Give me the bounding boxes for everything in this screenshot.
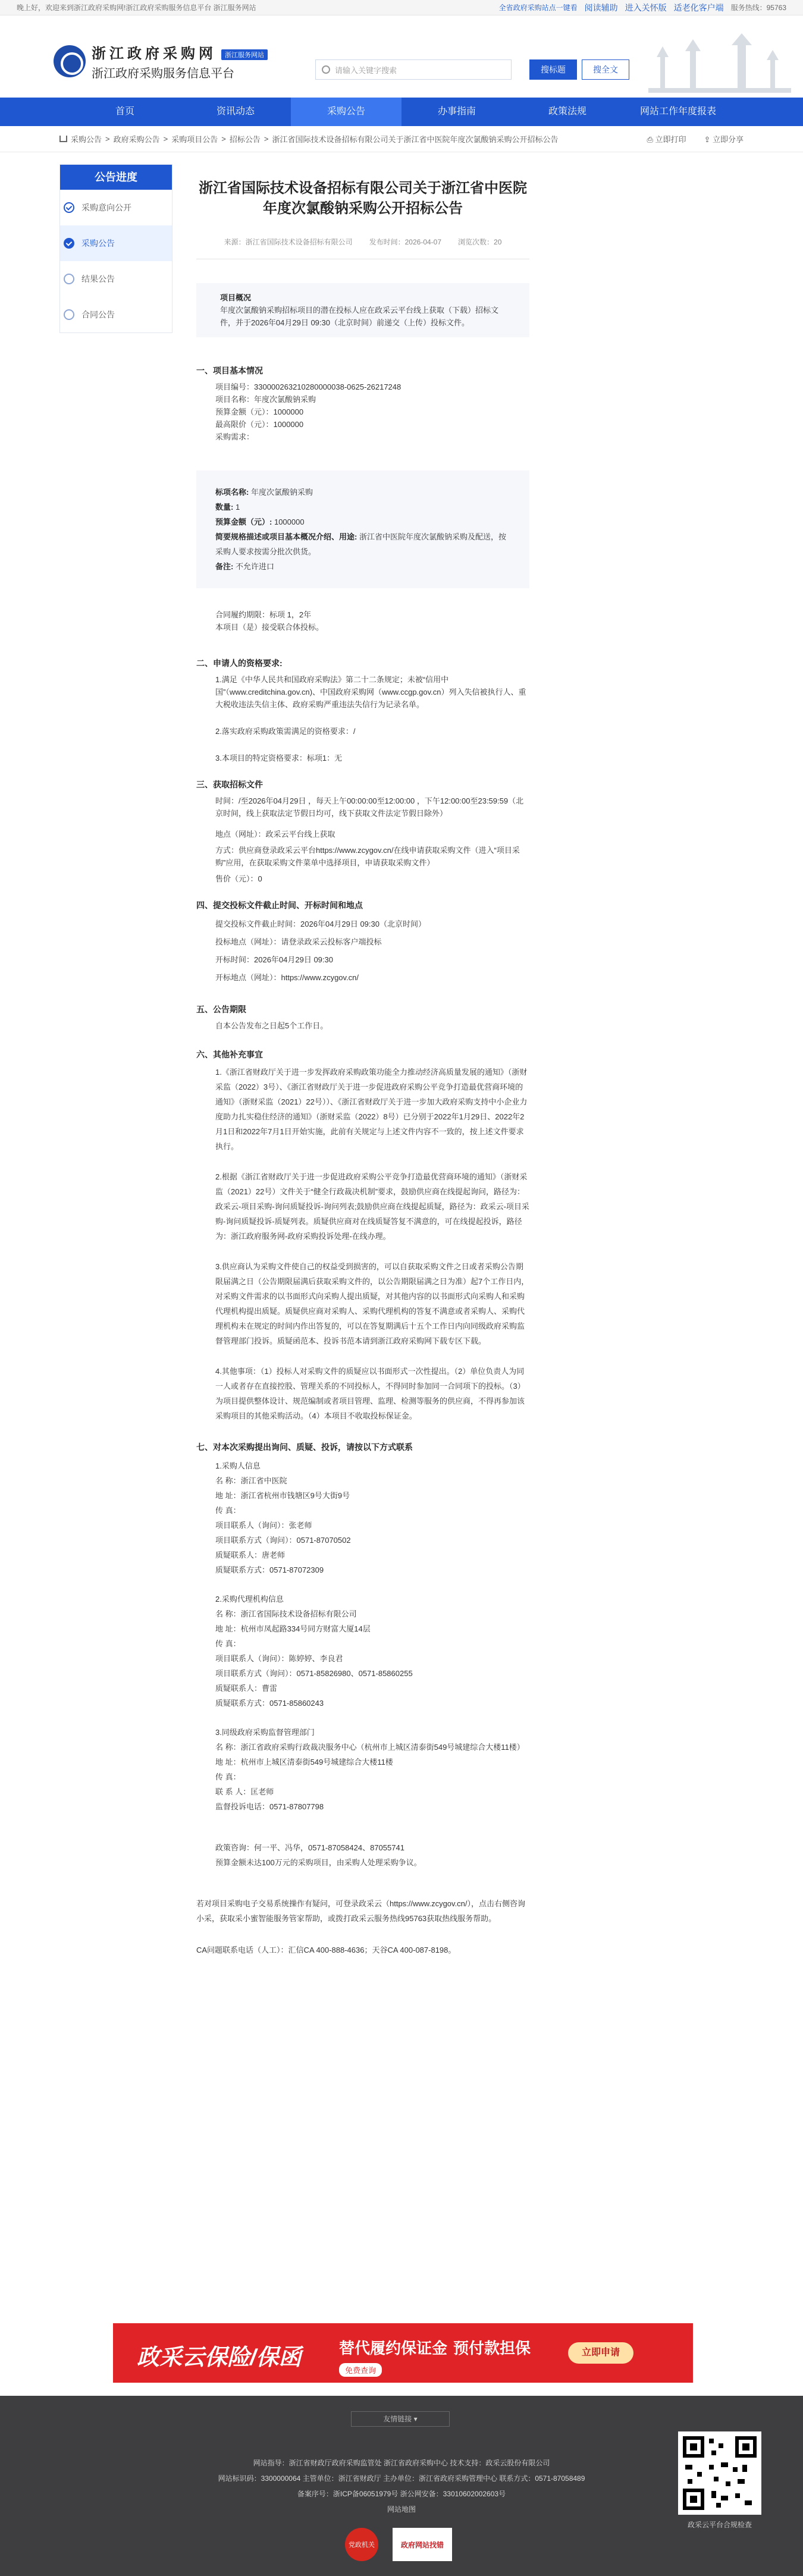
section-contacts (196, 1440, 529, 1870)
page-title: 浙江省国际技术设备招标有限公司关于浙江省中医院年度次氯酸钠采购公开招标公告 (199, 180, 527, 217)
footer-site-id: 网站标识码：3300000064 主管单位：浙江省财政厅 主办单位：浙江省政府采购管理中心 联系方式：0571-87058489 (218, 2474, 585, 2483)
reading-assist-link[interactable]: 阅读辅助 (584, 2, 618, 12)
lot-name: 年度次氯酸钠采购 (250, 488, 313, 497)
contact-line: 地 址：杭州市凤起路334号同方财富大厦14层 (215, 1624, 371, 1633)
banner-subtitle: 替代履约保证金 (339, 2339, 448, 2357)
sidebar-step-contract[interactable]: 合同公告 (60, 297, 172, 332)
search-icon (322, 65, 330, 74)
insurance-banner[interactable] (113, 2323, 693, 2383)
paragraph: 售价（元）：0 (215, 874, 262, 883)
lot-desc: 浙江省中医院年度次氯酸钠采购及配送，按采购人要求按需分批次供货。 (215, 532, 506, 556)
paragraph: 2.落实政府采购政策需满足的资格要求：/ (215, 727, 356, 736)
section-basic-info (196, 365, 529, 633)
sidebar-step-intent[interactable]: 采购意向公开 (60, 190, 172, 225)
contact-line: 传 真： (215, 1639, 241, 1648)
main-nav (0, 98, 803, 126)
sidebar-title: 公告进度 (60, 165, 172, 190)
sitemap-link[interactable]: 网站地图 (387, 2505, 416, 2514)
sidebar-step-notice[interactable]: 采购公告 (60, 225, 172, 261)
contact-line: 地 址：浙江省杭州市钱塘区9号大街9号 (215, 1491, 350, 1500)
search-box[interactable] (315, 59, 512, 80)
contact-line: 质疑联系人：曹雷 (215, 1684, 278, 1693)
paragraph: 2.根据《浙江省财政厅关于进一步促进政府采购公平竞争打造最优营商环境的通知》（浙财采监（2021）22号）文件关于“健全行政裁决机制”要求，鼓励供应商在线提起询问，路径为：政采云-项目采购-询问质疑投诉-询问列表;鼓励供应商在线提起质疑，路径为：政采云-项目采购-询问质疑投诉-质疑列表。质疑供应商对在线质疑答复不满意的，可在线提起投诉，路径为：浙江政府服务网-政府采购投诉处理-在线办理。 (215, 1172, 529, 1241)
circle-icon (64, 274, 74, 284)
report-error-badge[interactable]: 政府网站找错 (393, 2528, 452, 2561)
info-line: 投标地点（网址）：请登录政采云投标客户端投标 (215, 937, 382, 946)
nav-procurement-notice[interactable]: 采购公告 (291, 98, 402, 126)
search-fulltext-button[interactable]: 搜全文 (582, 59, 629, 80)
breadcrumb-bar (0, 126, 803, 152)
paragraph: 1.《浙江省财政厅关于进一步发挥政府采购政策功能全力推动经济高质量发展的通知》（浙财采监（2022）3号）、《浙江省财政厅关于进一步促进政府采购公平竞争打造最优营商环境的通知》（浙财采监（2021）22号））、《浙江省财政厅关于进一步加大政府采购支持中小企业力度助力扎实稳住经济的通知》（浙财采监（2022）8号）已分别于2022年1月29日、2022年2月1日和2022年7月1日开始实施，此前有关规定与上述文件内容不一致的，按上述文件要求执行。 (215, 1068, 528, 1151)
contact-line: 监督投诉电话：0571-87807798 (215, 1802, 324, 1811)
contact-line: 质疑联系方式：0571-85860243 (215, 1699, 324, 1708)
friendly-links-select[interactable]: 友情链接 ▾ (351, 2411, 450, 2427)
breadcrumb-current: 浙江省国际技术设备招标有限公司关于浙江省中医院年度次氯酸钠采购公开招标公告 (272, 135, 559, 144)
contact-line: 名 称：浙江省中医院 (215, 1476, 287, 1485)
party-gov-badge[interactable]: 党政机关 (345, 2528, 378, 2561)
summary-text: 年度次氯酸钠采购招标项目的潜在投标人应在政采云平台线上获取（下载）招标文件，并于2026年04月29日 09:30（北京时间）前递交（上传）投标文件。 (220, 306, 499, 327)
qr-code (678, 2431, 761, 2515)
view-count: 浏览次数：20 (458, 238, 502, 246)
contact-line: 1.采购人信息 (215, 1461, 261, 1470)
breadcrumb-item[interactable]: 招标公告 (229, 135, 261, 144)
notice-progress-sidebar (59, 164, 172, 333)
info-line: 提交投标文件截止时间：2026年04月29日 09:30（北京时间） (215, 920, 426, 928)
info-line: 项目编号：330000263210280000038-0625-26217248 (215, 382, 402, 391)
contact-line: 预算金额未达100万元的采购项目，由采购人处理采购争议。 (215, 1858, 422, 1867)
info-line: 项目名称：年度次氯酸钠采购 (215, 395, 316, 404)
contact-line: 名 称：浙江省国际技术设备招标有限公司 (215, 1609, 357, 1618)
paragraph: 3.本项目的特定资格要求：标项1：无 (215, 754, 343, 763)
sidebar-step-result[interactable]: 结果公告 (60, 261, 172, 297)
banner-tag: 免费查询 (339, 2363, 382, 2377)
breadcrumb-item[interactable]: 采购项目公告 (171, 135, 218, 144)
logo-subtitle: 浙江政府采购服务信息平台 (92, 67, 234, 80)
share-icon: ⇪ (704, 135, 713, 144)
lot-note: 不允许进口 (235, 562, 274, 571)
contact-line: 2.采购代理机构信息 (215, 1595, 284, 1604)
hotline-text: 服务热线：95763 (730, 4, 786, 12)
logo-title: 浙江政府采购网 (92, 46, 217, 62)
contact-line: 传 真： (215, 1772, 241, 1781)
nav-policy[interactable]: 政策法规 (548, 106, 586, 117)
circle-icon (64, 309, 74, 320)
section-other (196, 1049, 529, 1423)
paragraph: 地点（网址）：政采云平台线上获取 (215, 830, 335, 839)
contact-line: 质疑联系方式：0571-87072309 (215, 1565, 324, 1574)
paragraph: CA问题联系电话（人工）：汇信CA 400-888-4636；天谷CA 400-087-8198。 (196, 1946, 456, 1954)
banner-subtitle-2: 预付款担保 (453, 2339, 531, 2357)
contact-line: 项目联系人（询问）：张老师 (215, 1521, 312, 1530)
section-title: 四、提交投标文件截止时间、开标时间和地点 (196, 900, 363, 910)
info-line: 最高限价（元）：1000000 (215, 420, 304, 429)
section-deadline (196, 899, 529, 987)
logo-emblem-icon (54, 45, 86, 77)
section-obtain-docs (196, 779, 529, 885)
source-text: 来源：浙江省国际技术设备招标有限公司 (224, 238, 353, 246)
section-title: 五、公告期限 (196, 1005, 246, 1014)
breadcrumb-item[interactable]: 采购公告 (71, 135, 102, 144)
info-line: 采购需求： (215, 432, 255, 441)
check-icon (64, 238, 74, 249)
paragraph: 1.满足《中华人民共和国政府采购法》第二十二条规定；未被“信用中国”（www.creditchina.gov.cn)、中国政府采购网（www.ccgp.gov.cn）列入失信被执行人、重大税收违法失信主体、政府采购严重违法失信行为记录名单。 (215, 675, 526, 709)
site-header (0, 15, 803, 98)
section-notice-period (196, 1003, 529, 1032)
pagoda-decoration-icon (648, 33, 791, 93)
top-links (499, 2, 786, 14)
qr-code-icon (683, 2436, 757, 2510)
contact-line: 项目联系方式（询问）：0571-87070502 (215, 1536, 351, 1545)
contact-line: 3.同级政府采购监督管理部门 (215, 1728, 315, 1737)
paragraph: 时间：/至2026年04月29日 ，每天上午00:00:00至12:00:00 ，下午12:00:00至23:59:59（北京时间，线上获取法定节假日均可，线下获取文件法定节假日除外） (215, 796, 524, 818)
section-title: 一、项目基本情况 (196, 366, 263, 375)
search-title-button[interactable]: 搜标题 (529, 59, 577, 80)
contact-line: 联 系 人：匡老师 (215, 1787, 274, 1796)
top-bar (0, 0, 803, 15)
qr-caption: 政采云平台合规检查 (687, 2521, 752, 2529)
check-icon (64, 202, 74, 213)
breadcrumb: 采购公告 > 政府采购公告 > 采购项目公告 > 招标公告 > 浙江省国际技术设备招标有限公司关于浙江省中医院年度次氯酸钠采购公开招标公告 (59, 133, 558, 145)
site-footer (0, 2396, 803, 2576)
section-final-notes (196, 1896, 529, 1957)
paragraph: 若对项目采购电子交易系统操作有疑问，可登录政采云（https://www.zcygov.cn/），点击右侧咨询小采，获取采小蜜智能服务管家帮助，或拨打政采云服务热线95763获取热线服务帮助。 (196, 1899, 526, 1923)
share-button[interactable]: ⇪ 立即分享 (704, 135, 744, 144)
contact-line: 地 址：杭州市上城区清泰街549号城建综合大楼11楼 (215, 1758, 393, 1767)
apply-now-button[interactable]: 立即申请 (568, 2342, 633, 2364)
paragraph: 3.供应商认为采购文件使自己的权益受到损害的，可以自获取采购文件之日或者采购公告期限届满之日（公告期限届满后获取采购文件的，以公告期限届满之日为准）起7个工作日内，对采购文件需求的以书面形式向采购人提出质疑，对其他内容的以书面形式向采购人和采购代理机构提出质疑。质疑供应商对采购人、采购代理机构的答复不满意或者采购人、采购代理机构未在规定的时间内作出答复的，可以在答复期满后十五个工作日内向同级政府采购监督管理部门投诉。质疑函范本、投诉书范本请到浙江政府采购网下载专区下载。 (215, 1262, 529, 1345)
banner-title: 政采云保险/保函 (137, 2345, 302, 2370)
section-qualification (196, 657, 529, 764)
home-icon[interactable] (59, 136, 67, 142)
nav-annual-report[interactable]: 网站工作年度报表 (639, 106, 716, 117)
requirement-box: 标项名称: 年度次氯酸钠采购 数量: 1 预算金额（元）: 1000000 简要规格描述或项目基本概况介绍、用途: 浙江省中医院年度次氯酸钠采购及配送，按采购人要求按需分批次供货。 备注: 不允许进口 (196, 470, 529, 588)
paragraph: 方式：供应商登录政采云平台https://www.zcygov.cn/在线申请获取采购文件（进入“项目采购”应用，在获取采购文件菜单中选择项目，申请获取采购文件） (215, 846, 520, 867)
section-title: 三、获取招标文件 (196, 780, 263, 789)
info-line: 本项目（是）接受联合体投标。 (215, 623, 324, 632)
section-title: 七、对本次采购提出询问、质疑、投诉，请按以下方式联系 (196, 1442, 413, 1452)
contact-line: 质疑联系人：唐老师 (215, 1551, 286, 1560)
summary-title: 项目概况 (220, 293, 252, 302)
info-line: 预算金额（元）：1000000 (215, 407, 304, 416)
paragraph: 自本公告发布之日起5个工作日。 (215, 1021, 328, 1030)
section-title: 二、申请人的资格要求: (196, 658, 283, 668)
article-meta (196, 237, 529, 247)
all-sites-link[interactable]: 全省政府采购站点一键看 (498, 4, 578, 12)
paragraph: 4.其他事项：（1）投标人对采购文件的质疑应以书面形式一次性提出。（2）单位负责人为同一人或者存在直接控股、管理关系的不同投标人，不得同时参加同一合同项下的投标。（3）为项目提供整体设计、规范编制或者项目管理、监理、检测等服务的供应商，不得再参加该采购项目的其他采购活动。（4）本项目不收取投标保证金。 (215, 1367, 525, 1420)
contact-line: 项目联系人（询问）：陈婷婷、李良君 (215, 1654, 343, 1663)
footer-guidance: 网站指导：浙江省财政厅政府采购监管处 浙江省政府采购中心 技术支持：政采云股份有限公司 (253, 2459, 550, 2467)
search-placeholder: 请输入关键字搜索 (335, 65, 397, 75)
contact-line: 政策咨询：何一平、冯华，0571-87058424、87055741 (215, 1843, 404, 1852)
project-summary (196, 283, 529, 337)
publish-date: 发布时间：2026-04-07 (369, 238, 442, 246)
contact-line: 名 称：浙江省政府采购行政裁决服务中心（杭州市上城区清泰街549号城建综合大楼11楼） (215, 1743, 525, 1752)
lot-budget: 1000000 (274, 517, 305, 526)
elderly-client-link[interactable]: 适老化客户端 (673, 2, 724, 12)
contact-line: 项目联系方式（询问）：0571-85826980、0571-85860255 (215, 1669, 413, 1678)
contact-line: 传 真： (215, 1506, 241, 1515)
nav-news[interactable]: 资讯动态 (216, 106, 255, 117)
lot-qty: 1 (235, 503, 240, 512)
section-title: 六、其他补充事宜 (196, 1050, 263, 1059)
print-button[interactable]: ⎙ 立即打印 (647, 135, 686, 144)
chevron-down-icon: ▾ (413, 2415, 418, 2423)
nav-home[interactable]: 首页 (115, 106, 134, 117)
info-line: 合同履约期限：标项 1，2年 (215, 610, 312, 619)
article (196, 178, 529, 1957)
site-logo[interactable] (54, 42, 268, 81)
print-icon: ⎙ (647, 135, 655, 144)
info-line: 开标地点（网址）：https://www.zcygov.cn/ (215, 973, 359, 982)
footer-icp: 备案序号：浙ICP备06051979号 浙公网安备：33010602002603号 (297, 2490, 506, 2498)
info-line: 开标时间：2026年04月29日 09:30 (215, 955, 333, 964)
nav-guide[interactable]: 办事指南 (437, 106, 476, 117)
logo-badge: 浙江服务网站 (221, 49, 268, 60)
breadcrumb-item[interactable]: 政府采购公告 (113, 135, 160, 144)
care-mode-link[interactable]: 进入关怀版 (625, 2, 667, 12)
welcome-text: 晚上好，欢迎来到浙江政府采购网!浙江政府采购服务信息平台 浙江服务网站 (17, 4, 256, 12)
